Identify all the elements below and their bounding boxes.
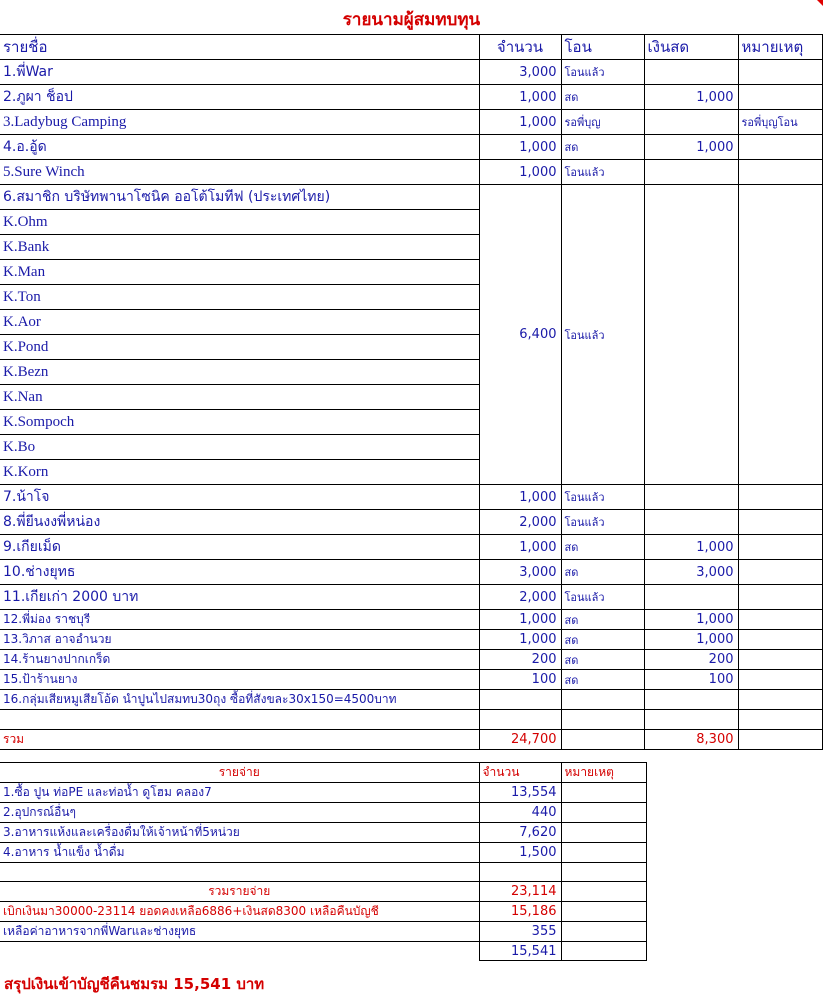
row-cash: 1,000: [644, 135, 738, 160]
table-row: [0, 110, 822, 135]
group-cash: [644, 185, 738, 485]
row-transfer: โอนแล้ว: [561, 585, 644, 610]
group-member: K.Man: [0, 260, 479, 285]
row-transfer: สด: [561, 535, 644, 560]
expense-amount: 1,500: [479, 843, 561, 863]
group-amount: 6,400: [479, 185, 561, 485]
row-transfer: โอนแล้ว: [561, 60, 644, 85]
leftover-label: เหลือค่าอาหารจากพี่Warและช่างยุทธ: [0, 922, 479, 942]
expense-row: [0, 803, 646, 823]
row-amount: 1,000: [479, 135, 561, 160]
expense-total-label: รวมรายจ่าย: [0, 882, 479, 902]
row-note: [738, 650, 822, 670]
group-name: 6.สมาชิก บริษัทพานาโซนิค ออโต้โมทีฟ (ประเทศไทย): [0, 185, 479, 210]
row-amount: 1,000: [479, 485, 561, 510]
row-amount: 1,000: [479, 85, 561, 110]
row-note: [738, 485, 822, 510]
table-row: [0, 485, 822, 510]
table-row: [0, 535, 822, 560]
row-transfer: สด: [561, 650, 644, 670]
row-cash: 1,000: [644, 610, 738, 630]
row-transfer: โอนแล้ว: [561, 485, 644, 510]
row-cash: [644, 160, 738, 185]
row-note: [738, 510, 822, 535]
group-member: K.Ohm: [0, 210, 479, 235]
row-name: 8.พี่ยีนงงพี่หน่อง: [0, 510, 479, 535]
expense-note: [561, 783, 646, 803]
row-note: [738, 630, 822, 650]
row-cash: 3,000: [644, 560, 738, 585]
expense-note: [561, 843, 646, 863]
row-amount: 3,000: [479, 560, 561, 585]
expense-item: 1.ซื้อ ปูน ท่อPE และท่อน้ำ ดูโฮม คลอง7: [0, 783, 479, 803]
group-row: [0, 185, 822, 210]
row-name: 4.อ.อู้ด: [0, 135, 479, 160]
group-member: K.Bank: [0, 235, 479, 260]
blank-row: [0, 710, 822, 730]
header-name: รายชื่อ: [0, 35, 479, 60]
expense-table: [0, 762, 647, 961]
group-member: K.Ton: [0, 285, 479, 310]
group-member: K.Aor: [0, 310, 479, 335]
row-transfer: สด: [561, 670, 644, 690]
row-name: 2.ภูผา ช็อป: [0, 85, 479, 110]
expense-amount: 7,620: [479, 823, 561, 843]
grand-total-row: [0, 942, 646, 961]
expense-row: [0, 783, 646, 803]
summary-text: สรุปเงินเข้าบัญชีคืนชมรม 15,541 บาท: [4, 975, 265, 993]
row-amount: 1,000: [479, 535, 561, 560]
table-row: [0, 690, 822, 710]
table-row: [0, 135, 822, 160]
table-row: [0, 670, 822, 690]
row-transfer: สด: [561, 85, 644, 110]
row-amount: 1,000: [479, 160, 561, 185]
row-transfer: สด: [561, 135, 644, 160]
row-name: 11.เกียเก่า 2000 บาท: [0, 585, 479, 610]
row-amount: 1,000: [479, 610, 561, 630]
row-note: รอพี่บุญโอน: [738, 110, 822, 135]
row-note: [738, 85, 822, 110]
row-note: [738, 690, 822, 710]
row-name: 12.พี่ม่อง ราชบุรี: [0, 610, 479, 630]
row-cash: 1,000: [644, 535, 738, 560]
row-transfer: [561, 690, 644, 710]
expense-row: [0, 823, 646, 843]
table-row: [0, 85, 822, 110]
contributors-table: [0, 34, 823, 750]
group-member: K.Korn: [0, 460, 479, 485]
row-amount: 100: [479, 670, 561, 690]
row-cash: [644, 690, 738, 710]
row-amount: 1,000: [479, 630, 561, 650]
row-note: [738, 535, 822, 560]
expense-item: 3.อาหารแห้งและเครื่องดื่มให้เจ้าหน้าที่5หน่วย: [0, 823, 479, 843]
row-cash: [644, 485, 738, 510]
row-name: 7.น้าโจ: [0, 485, 479, 510]
expense-header-row: [0, 763, 646, 783]
row-cash: 1,000: [644, 630, 738, 650]
expense-amount: 13,554: [479, 783, 561, 803]
expense-header-item: รายจ่าย: [0, 763, 479, 783]
row-name: 3.Ladybug Camping: [0, 110, 479, 135]
row-note: [738, 610, 822, 630]
expense-blank-row: [0, 863, 646, 882]
row-note: [738, 135, 822, 160]
header-note: หมายเหตุ: [738, 35, 822, 60]
row-cash: [644, 110, 738, 135]
expense-header-amount: จำนวน: [479, 763, 561, 783]
group-note: [738, 185, 822, 485]
row-cash: 1,000: [644, 85, 738, 110]
row-amount: 200: [479, 650, 561, 670]
group-member: K.Nan: [0, 385, 479, 410]
header-amount: จำนวน: [479, 35, 561, 60]
expense-total-row: [0, 882, 646, 902]
table-row: [0, 610, 822, 630]
table-row: [0, 60, 822, 85]
table-row: [0, 510, 822, 535]
row-note: [738, 60, 822, 85]
row-amount: 3,000: [479, 60, 561, 85]
table-row: [0, 630, 822, 650]
row-amount: 2,000: [479, 510, 561, 535]
row-transfer: สด: [561, 630, 644, 650]
group-member: K.Bo: [0, 435, 479, 460]
group-member: K.Sompoch: [0, 410, 479, 435]
row-amount: 1,000: [479, 110, 561, 135]
row-transfer: โอนแล้ว: [561, 510, 644, 535]
row-name: 13.วิภาส อาจอำนวย: [0, 630, 479, 650]
withdraw-label: เบิกเงินมา30000-23114 ยอดคงเหลือ6886+เงินสด8300 เหลือคืนบัญชี: [0, 902, 479, 922]
leftover-amount: 355: [479, 922, 561, 942]
row-cash: [644, 585, 738, 610]
header-cash: เงินสด: [644, 35, 738, 60]
expense-item: 4.อาหาร น้ำแข็ง น้ำดื่ม: [0, 843, 479, 863]
expense-row: [0, 843, 646, 863]
row-note: [738, 670, 822, 690]
table-row: [0, 160, 822, 185]
row-name: 9.เกียเม็ด: [0, 535, 479, 560]
withdraw-row: [0, 902, 646, 922]
page-title: รายนามผู้สมทบทุน: [342, 10, 481, 30]
row-cash: 100: [644, 670, 738, 690]
expense-total-amount: 23,114: [479, 882, 561, 902]
row-transfer: สด: [561, 610, 644, 630]
leftover-row: [0, 922, 646, 942]
header-transfer: โอน: [561, 35, 644, 60]
expense-note: [561, 803, 646, 823]
row-cash: [644, 510, 738, 535]
row-note: [738, 560, 822, 585]
total-label: รวม: [0, 730, 479, 750]
expense-item: 2.อุปกรณ์อื่นๆ: [0, 803, 479, 823]
row-transfer: สด: [561, 560, 644, 585]
expense-note: [561, 823, 646, 843]
total-row: [0, 730, 822, 750]
group-member: K.Bezn: [0, 360, 479, 385]
row-cash: [644, 60, 738, 85]
expense-amount: 440: [479, 803, 561, 823]
table-row: [0, 650, 822, 670]
group-transfer: โอนแล้ว: [561, 185, 644, 485]
table-row: [0, 585, 822, 610]
row-transfer: โอนแล้ว: [561, 160, 644, 185]
row-name: 1.พี่War: [0, 60, 479, 85]
row-note: [738, 160, 822, 185]
row-name: 16.กลุ่มเสียหมูเสียโอ้ด นำปูนไปสมทบ30ถุง ซื้อที่สังขละ30x150=4500บาท: [0, 690, 479, 710]
row-transfer: รอพี่บุญ: [561, 110, 644, 135]
table-row: [0, 560, 822, 585]
row-note: [738, 585, 822, 610]
group-member: K.Pond: [0, 335, 479, 360]
header-row: [0, 35, 822, 60]
total-amount: 24,700: [479, 730, 561, 750]
withdraw-amount: 15,186: [479, 902, 561, 922]
total-cash: 8,300: [644, 730, 738, 750]
row-name: 14.ร้านยางปากเกร็ด: [0, 650, 479, 670]
row-cash: 200: [644, 650, 738, 670]
row-name: 5.Sure Winch: [0, 160, 479, 185]
row-amount: 2,000: [479, 585, 561, 610]
row-name: 10.ช่างยุทธ: [0, 560, 479, 585]
row-name: 15.ป้าร้านยาง: [0, 670, 479, 690]
grand-total-amount: 15,541: [479, 942, 561, 961]
expense-header-note: หมายเหตุ: [561, 763, 646, 783]
row-amount: [479, 690, 561, 710]
